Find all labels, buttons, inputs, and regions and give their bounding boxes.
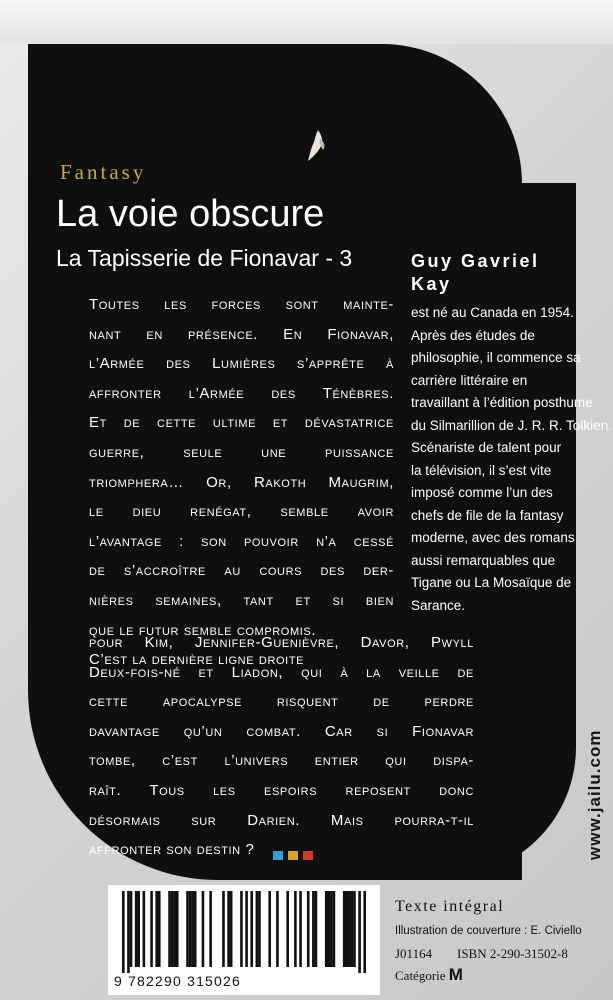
synopsis-line: triomphera… Or, Rakoth Maugrim, bbox=[89, 473, 394, 491]
bio-line: du Silmarillion de J. R. R. Tolkien. bbox=[411, 417, 612, 433]
barcode-bar bbox=[351, 891, 354, 967]
bio-line: Sarance. bbox=[411, 597, 466, 613]
synopsis-line: C’est la dernière ligne droite bbox=[89, 651, 305, 669]
synopsis-line: davantage qu’un combat. Car si Fionavar bbox=[89, 722, 474, 740]
bio-line: imposé comme l’un des bbox=[411, 485, 553, 500]
synopsis-line: guerre, seule une puissance bbox=[89, 443, 394, 461]
barcode-bar bbox=[307, 891, 310, 967]
top-grey-strip bbox=[0, 0, 613, 44]
barcode-bar bbox=[325, 891, 328, 967]
gold-dot bbox=[288, 851, 298, 860]
barcode-bar bbox=[353, 891, 356, 967]
isbn: ISBN 2-290-31502-8 bbox=[457, 946, 568, 961]
red-dot bbox=[303, 851, 313, 860]
barcode-bar bbox=[299, 891, 302, 967]
synopsis-line: Toutes les forces sont mainte- bbox=[89, 296, 394, 313]
barcode-bar bbox=[173, 891, 176, 967]
barcode-bar bbox=[209, 891, 212, 967]
book-title: La voie obscure bbox=[56, 193, 325, 235]
barcode-bar bbox=[150, 891, 153, 967]
category-label: Catégorie bbox=[395, 968, 446, 983]
synopsis-line: tombe, c’est l’univers entier qui dispa- bbox=[89, 752, 474, 770]
bio-line: carrière littéraire en bbox=[411, 372, 528, 388]
barcode-bar bbox=[286, 891, 289, 967]
barcode-bar bbox=[343, 891, 346, 967]
barcode-bar bbox=[171, 891, 174, 967]
barcode-bars bbox=[122, 891, 366, 973]
white-star-emblem bbox=[302, 128, 330, 164]
bio-line: Scénariste de talent pour bbox=[411, 440, 562, 455]
barcode-bar bbox=[227, 891, 230, 967]
author-name-line: Kay bbox=[411, 274, 452, 294]
synopsis-line: affronter l’Armée des Ténèbres. bbox=[89, 384, 394, 402]
barcode-bar bbox=[245, 891, 248, 967]
product-code: J01164 bbox=[395, 946, 433, 961]
synopsis-line: que le futur semble compromis. bbox=[89, 621, 317, 639]
synopsis-line: nières semaines, tant et si bien bbox=[89, 591, 394, 609]
barcode-bar bbox=[348, 891, 351, 967]
barcode-bar bbox=[250, 891, 253, 967]
barcode-bar bbox=[186, 891, 189, 967]
barcode-bar bbox=[122, 891, 125, 973]
synopsis-line: l’Armée des Lumières s’apprête à bbox=[89, 355, 394, 373]
barcode-bar bbox=[333, 891, 336, 967]
barcode-bar bbox=[191, 891, 194, 967]
barcode-bar bbox=[258, 891, 261, 967]
barcode-bar bbox=[194, 891, 197, 967]
barcode-bar bbox=[315, 891, 318, 967]
barcode-bar bbox=[294, 891, 297, 967]
genre-label: Fantasy bbox=[60, 160, 147, 184]
barcode-bar bbox=[345, 891, 348, 967]
barcode-bar bbox=[135, 891, 138, 967]
synopsis-line: désormais sur Darien. Mais pourra-t-il bbox=[89, 811, 474, 829]
category-value: M bbox=[448, 965, 463, 984]
barcode-bar bbox=[363, 891, 366, 973]
bio-line: moderne, avec des romans bbox=[411, 530, 575, 545]
barcode-bar bbox=[330, 891, 333, 967]
barcode-bar bbox=[158, 891, 161, 967]
blue-dot bbox=[273, 851, 283, 860]
bio-line: aussi remarquables que bbox=[411, 552, 556, 568]
bio-line: Tigane ou La Mosaïque de bbox=[411, 575, 572, 590]
barcode-bar bbox=[256, 891, 259, 967]
barcode-bar bbox=[312, 891, 315, 967]
barcode-bar bbox=[143, 891, 146, 967]
category-line bbox=[395, 965, 463, 985]
barcode-bar bbox=[189, 891, 192, 967]
synopsis-line: pour Kim, Jennifer-Guenièvre, Davor, Pwyll bbox=[89, 634, 474, 651]
codes-line bbox=[395, 946, 568, 962]
bio-line: philosophie, il commence sa bbox=[411, 350, 581, 365]
synopsis-text-continued bbox=[89, 628, 474, 865]
bio-line: la télévision, il s’est vite bbox=[411, 462, 552, 478]
publisher-website: www.jailu.com bbox=[585, 729, 604, 860]
synopsis-line: nant en présence. En Fionavar, bbox=[89, 325, 394, 343]
color-dots bbox=[273, 851, 313, 860]
synopsis-line: de s’accroître au cours des der- bbox=[89, 562, 394, 580]
author-name bbox=[411, 250, 571, 296]
barcode-bar bbox=[137, 891, 140, 967]
barcode-bar bbox=[176, 891, 179, 967]
author-name-line: Guy Gavriel bbox=[411, 251, 540, 271]
bio-line: Après des études de bbox=[411, 327, 535, 343]
synopsis-line: le dieu renégat, semble avoir bbox=[89, 503, 394, 521]
bio-line: chefs de file de la fantasy bbox=[411, 507, 564, 523]
barcode-bar bbox=[230, 891, 233, 967]
barcode-bar bbox=[202, 891, 205, 967]
barcode-bar bbox=[130, 891, 133, 967]
barcode-number: 9 782290 315026 bbox=[114, 973, 241, 989]
synopsis-line: Deux-fois-né et Liadon, qui à la veille de bbox=[89, 663, 474, 681]
synopsis-line: affronter son destin ? bbox=[89, 841, 255, 859]
barcode-bar bbox=[268, 891, 271, 967]
bio-line: est né au Canada en 1954. bbox=[411, 305, 574, 320]
illustration-credit: Illustration de couverture : E. Civiello bbox=[395, 925, 582, 937]
texte-integral-label: Texte intégral bbox=[395, 898, 505, 915]
synopsis-text bbox=[89, 290, 394, 675]
barcode-bar bbox=[155, 891, 158, 967]
series-subtitle: La Tapisserie de Fionavar - 3 bbox=[56, 245, 353, 271]
author-biography bbox=[411, 302, 612, 617]
synopsis-line: cette apocalypse risquent de perdre bbox=[89, 693, 474, 711]
barcode bbox=[108, 885, 380, 995]
synopsis-line: raît. Tous les espoirs reposent donc bbox=[89, 781, 474, 799]
barcode-bar bbox=[358, 891, 361, 973]
bio-line: travaillant à l’édition posthume bbox=[411, 395, 593, 410]
barcode-bar bbox=[222, 891, 225, 967]
synopsis-line: Et de cette ultime et dévastatrice bbox=[89, 414, 394, 432]
barcode-bar bbox=[127, 891, 130, 973]
barcode-bar bbox=[240, 891, 243, 967]
synopsis-line: l’avantage : son pouvoir n’a cessé bbox=[89, 532, 394, 550]
barcode-bar bbox=[327, 891, 330, 967]
barcode-bar bbox=[168, 891, 171, 967]
barcode-bar bbox=[276, 891, 279, 967]
